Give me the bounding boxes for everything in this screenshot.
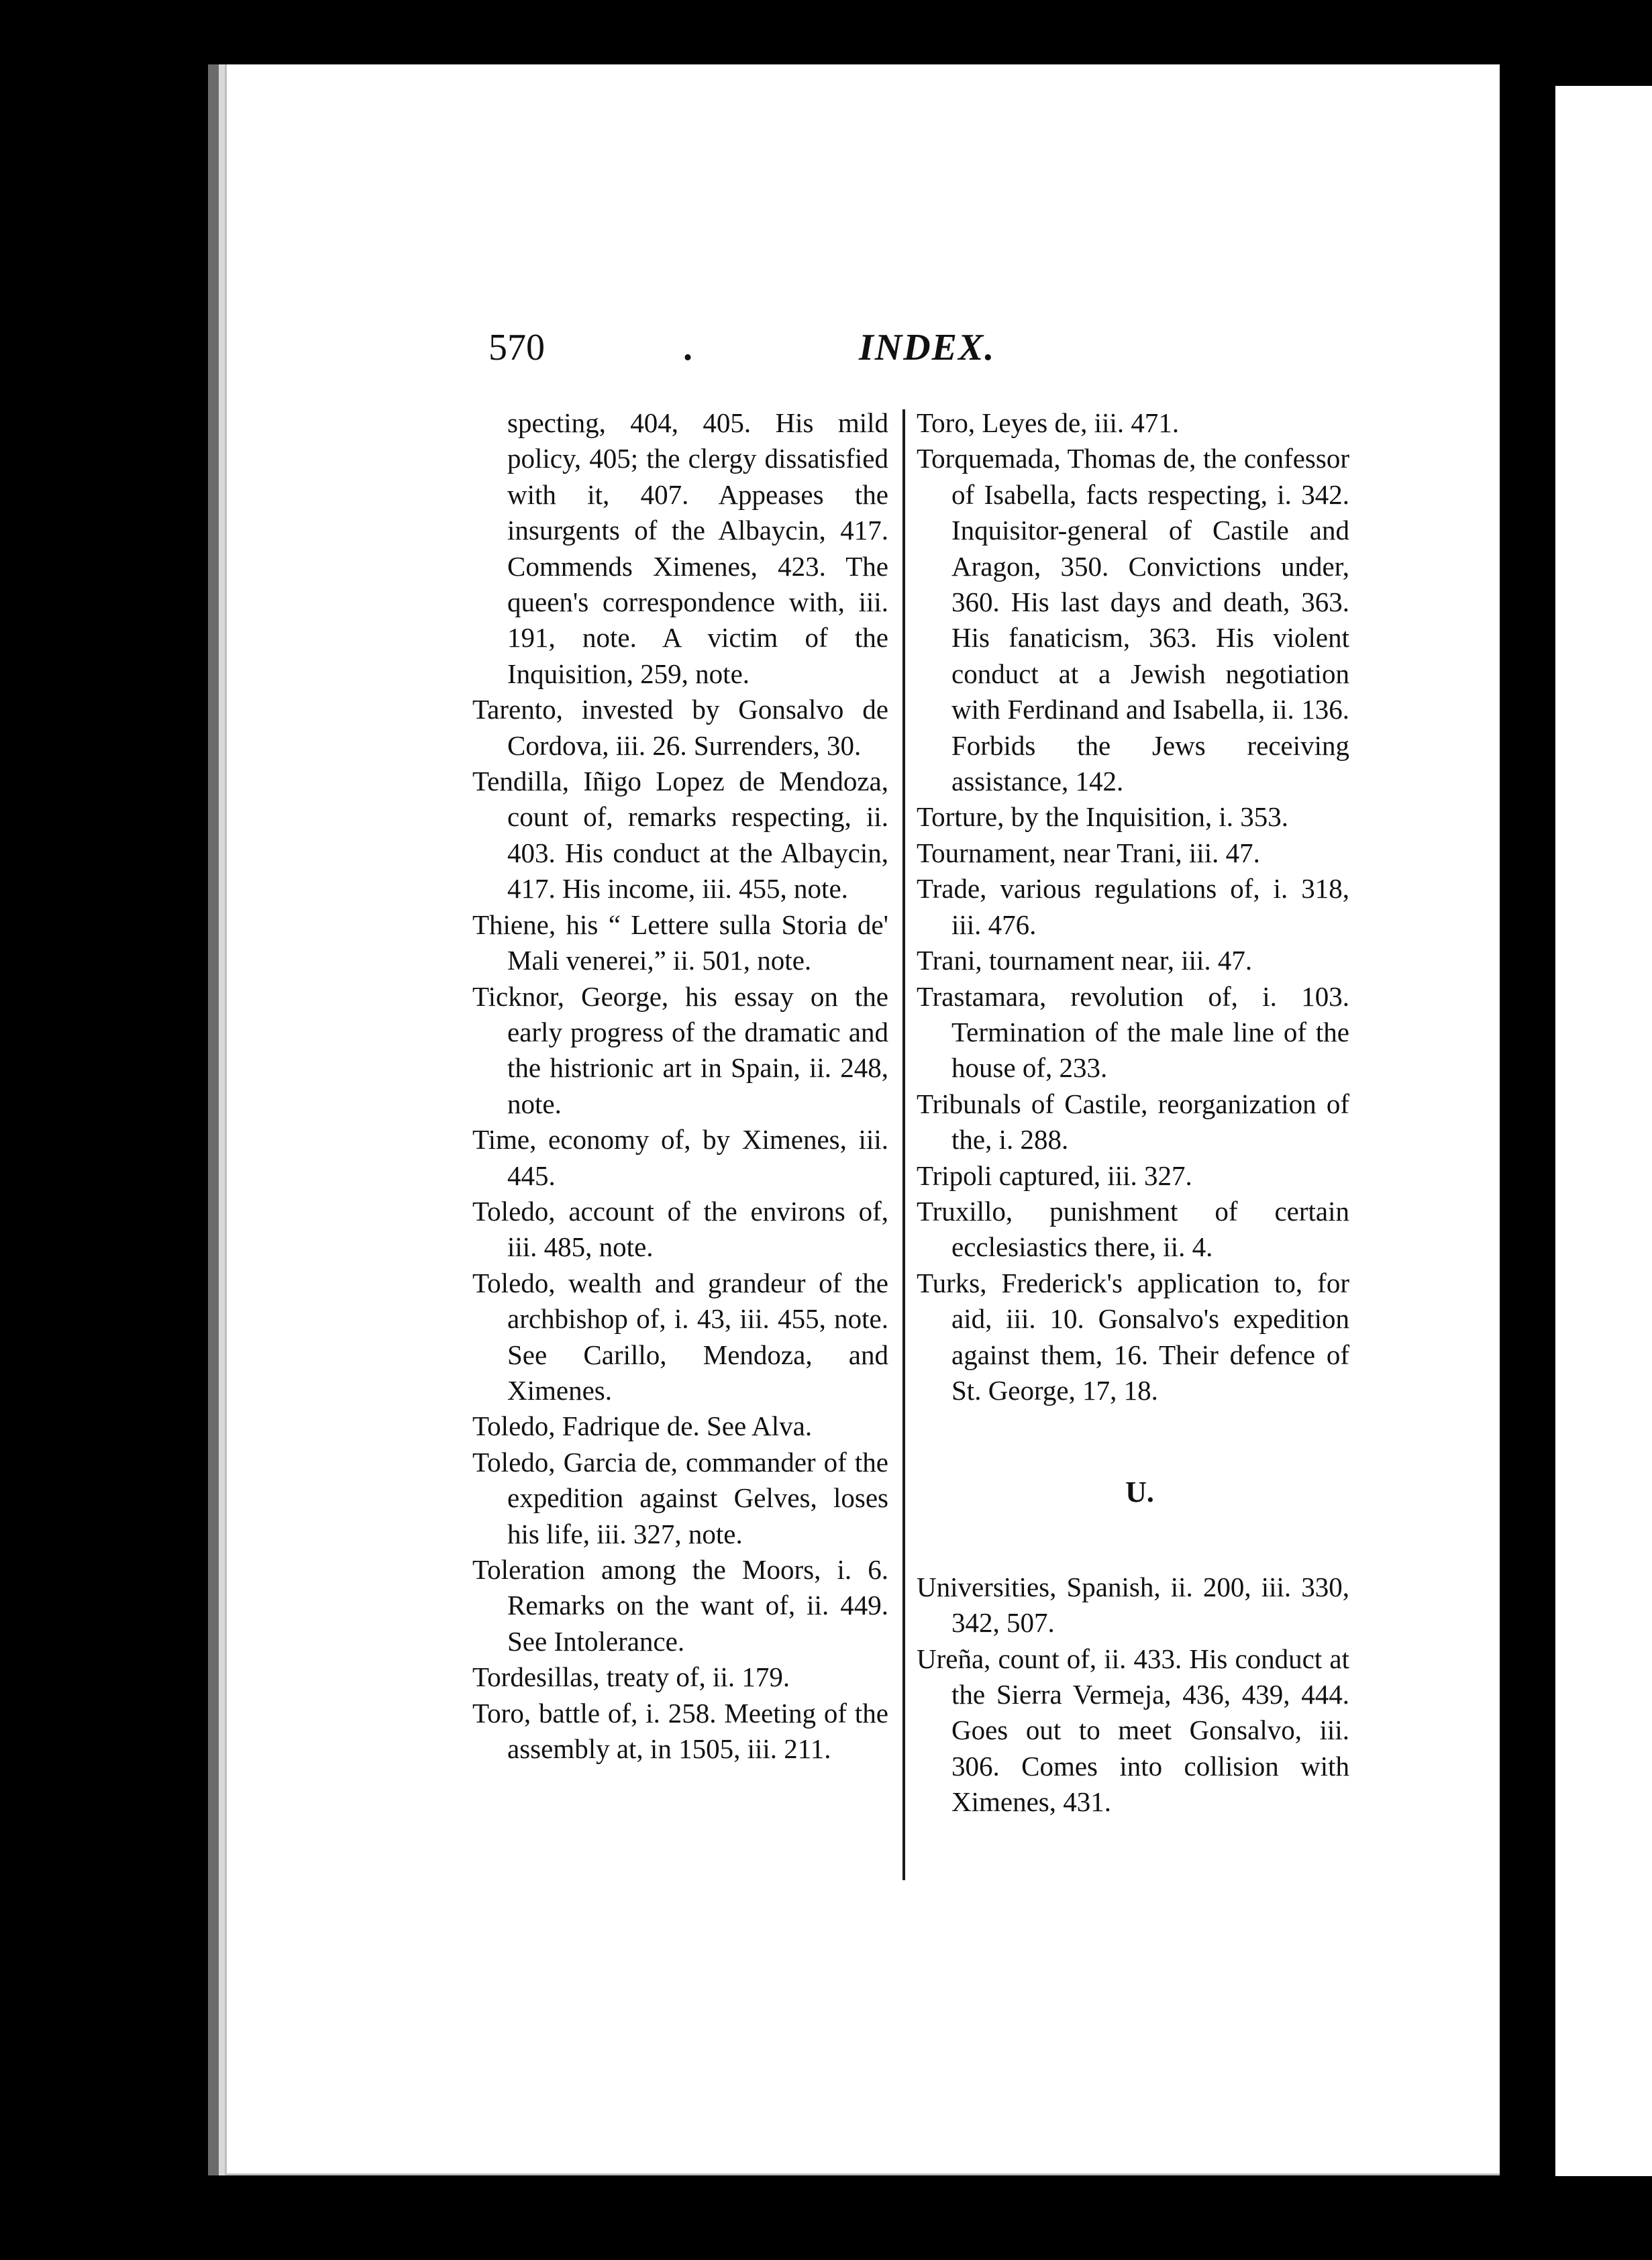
index-entry: Trani, tournament near, iii. 47. xyxy=(917,945,1253,976)
page-number: 570 xyxy=(488,327,545,368)
index-entry: Tribunals of Castile, reorganization of the, i. 288. xyxy=(917,1088,1349,1155)
index-entry: Toledo, wealth and grandeur of the archbishop of, i. 43, iii. 455, note. See Carillo, Mendoza, and Ximenes. xyxy=(472,1267,888,1406)
column-divider xyxy=(902,409,905,1880)
index-entry: Trastamara, revolution of, i. 103. Termination of the male line of the house of, 233. xyxy=(917,980,1349,1084)
index-entry: Tarento, invested by Gonsalvo de Cordova, iii. 26. Surrenders, 30. xyxy=(472,694,888,761)
index-column-right xyxy=(917,405,1349,1820)
index-entry: Ureña, count of, ii. 433. His conduct at the Sierra Vermeja, 436, 439, 444. Goes out to meet Gonsalvo, iii. 306. Comes into collision with Ximenes, 431. xyxy=(917,1643,1349,1818)
index-entry: Universities, Spanish, ii. 200, iii. 330, 342, 507. xyxy=(917,1571,1349,1639)
index-entry: Time, economy of, by Ximenes, iii. 445. xyxy=(472,1124,888,1191)
index-entry: Tordesillas, treaty of, ii. 179. xyxy=(472,1661,790,1693)
index-column-left xyxy=(472,405,888,1767)
index-entry: Toledo, Fadrique de. See Alva. xyxy=(472,1410,813,1442)
index-entry: Toro, Leyes de, iii. 471. xyxy=(917,407,1180,438)
index-entry: Tripoli captured, iii. 327. xyxy=(917,1160,1192,1191)
page-title: INDEX. xyxy=(859,327,996,368)
index-entry: Toledo, Garcia de, commander of the expedition against Gelves, loses his life, iii. 327, note. xyxy=(472,1446,888,1549)
index-entry: Torquemada, Thomas de, the confessor of Isabella, facts respecting, i. 342. Inquisitor-general of Castile and Aragon, 350. Convictions under, 360. His last days and death, 363. His fanaticism, 363. His violent conduct at a Jewish negotiation with Ferdinand and Isabella, ii. 136. Forbids the Jews receiving assistance, 142. xyxy=(917,443,1349,797)
index-entry: Truxillo, punishment of certain ecclesiastics there, ii. 4. xyxy=(917,1195,1349,1263)
index-entry: Ticknor, George, his essay on the early progress of the dramatic and the histrionic art in Spain, ii. 248, note. xyxy=(472,980,888,1119)
index-entry: Tournament, near Trani, iii. 47. xyxy=(917,837,1260,868)
index-entry: Toro, battle of, i. 258. Meeting of the assembly at, in 1505, iii. 211. xyxy=(472,1697,888,1765)
index-entry-continuation: specting, 404, 405. His mild policy, 405; the clergy dissatisfied with it, 407. Appeases the insurgents of the Albaycin, 417. Commends Ximenes, 423. The queen's correspondence with, iii. 191, note. A victim of the Inquisition, 259, note. xyxy=(507,407,888,689)
index-entry: Tendilla, Iñigo Lopez de Mendoza, count of, remarks respecting, ii. 403. His conduct at the Albaycin, 417. His income, iii. 455, note. xyxy=(472,766,888,905)
index-entry: Turks, Frederick's application to, for aid, iii. 10. Gonsalvo's expedition against them, 16. Their defence of St. George, 17, 18. xyxy=(917,1267,1349,1406)
page-edge-highlight xyxy=(219,64,225,2175)
index-entry: Toleration among the Moors, i. 6. Remarks on the want of, ii. 449. See Intolerance. xyxy=(472,1554,888,1657)
index-entry: Toledo, account of the environs of, iii. 485, note. xyxy=(472,1195,888,1263)
index-entry: Torture, by the Inquisition, i. 353. xyxy=(917,801,1288,833)
running-head-dot: . xyxy=(683,327,692,368)
facing-page-edge xyxy=(1555,86,1652,2176)
index-entry: Trade, various regulations of, i. 318, iii. 476. xyxy=(917,873,1349,940)
index-entry: Thiene, his “ Lettere sulla Storia de' Mali venerei,” ii. 501, note. xyxy=(472,909,888,976)
section-heading-u: U. xyxy=(1125,1476,1154,1509)
page-edge-shadow xyxy=(208,64,219,2175)
